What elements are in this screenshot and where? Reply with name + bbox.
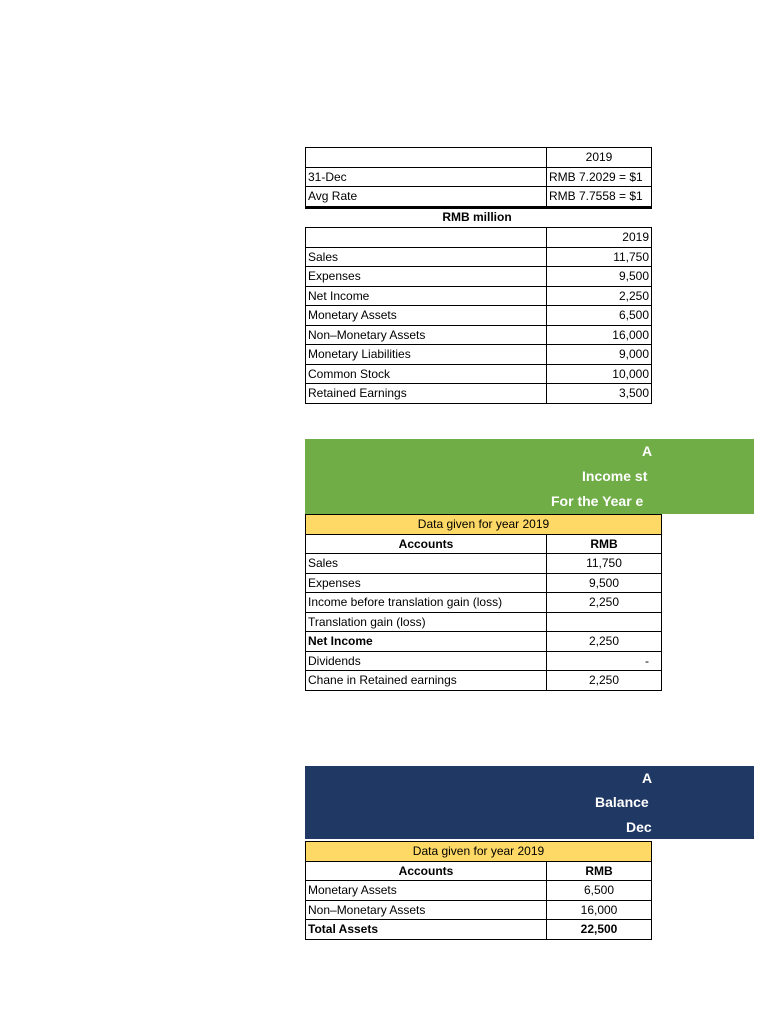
rmb-column-header: RMB: [547, 534, 662, 554]
accounts-column-header: Accounts: [306, 534, 547, 554]
account-label: Translation gain (loss): [306, 612, 547, 632]
account-label: Dividends: [306, 651, 547, 671]
table-row: [306, 325, 652, 345]
table-row: [306, 364, 652, 384]
account-label: Expenses: [306, 573, 547, 593]
table-row: [306, 632, 662, 652]
account-value: 9,500: [547, 573, 662, 593]
account-label: Monetary Assets: [306, 881, 547, 901]
data-given-header: Data given for year 2019: [306, 842, 652, 862]
table-row: [306, 671, 662, 691]
banner-line: For the Year e: [551, 493, 644, 509]
banner-line: Balance: [595, 794, 649, 810]
table-row: [306, 861, 652, 881]
account-label: Monetary Assets: [306, 306, 547, 326]
account-value: 16,000: [547, 900, 652, 920]
account-value: 22,500: [547, 920, 652, 940]
account-value: 10,000: [547, 364, 652, 384]
account-value: 2,250: [547, 632, 662, 652]
account-label: Retained Earnings: [306, 384, 547, 404]
income-statement-table: [305, 514, 662, 691]
table-row: [306, 148, 652, 168]
table-row: [306, 286, 652, 306]
account-value: 6,500: [547, 881, 652, 901]
table-row: [306, 900, 652, 920]
account-value: 2,250: [547, 671, 662, 691]
rate-label: Avg Rate: [306, 187, 547, 208]
account-label: Expenses: [306, 267, 547, 287]
account-label: Non–Monetary Assets: [306, 900, 547, 920]
table-row: [306, 651, 662, 671]
rate-value: RMB 7.7558 = $1: [547, 187, 652, 208]
account-label: Net Income: [306, 632, 547, 652]
account-value: 9,500: [547, 267, 652, 287]
accounts-column-header: Accounts: [306, 861, 547, 881]
account-value: 9,000: [547, 345, 652, 365]
account-value: 3,500: [547, 384, 652, 404]
table-row: [306, 842, 652, 862]
table-row: [306, 345, 652, 365]
income-statement-banner: [305, 439, 754, 514]
account-label: Monetary Liabilities: [306, 345, 547, 365]
account-value: 11,750: [547, 247, 652, 267]
rate-value: RMB 7.2029 = $1: [547, 167, 652, 187]
account-value: 6,500: [547, 306, 652, 326]
account-value: -: [547, 651, 662, 671]
table-row: [306, 384, 652, 404]
account-value: 2,250: [547, 286, 652, 306]
banner-line: A: [642, 443, 653, 459]
table-row: [306, 573, 662, 593]
account-value: 11,750: [547, 554, 662, 574]
balance-sheet-banner: [305, 766, 754, 839]
table-row: [306, 187, 652, 208]
account-label: Sales: [306, 554, 547, 574]
account-value: 16,000: [547, 325, 652, 345]
rate-label: 31-Dec: [306, 167, 547, 187]
account-value: 2,250: [547, 593, 662, 613]
data-given-header: Data given for year 2019: [306, 515, 662, 535]
table-row: [306, 247, 652, 267]
table-row: [306, 612, 662, 632]
account-label: Common Stock: [306, 364, 547, 384]
account-label: Non–Monetary Assets: [306, 325, 547, 345]
account-label: Chane in Retained earnings: [306, 671, 547, 691]
banner-line: Income st: [582, 468, 648, 484]
account-value: [547, 612, 662, 632]
banner-line: Dec: [626, 819, 652, 835]
table-row: [306, 554, 662, 574]
table-row: [306, 228, 652, 248]
account-label: Sales: [306, 247, 547, 267]
exchange-rate-table: [305, 147, 652, 209]
banner-line: A: [642, 770, 653, 786]
table-row: [306, 515, 662, 535]
table-cell: [306, 228, 547, 248]
table-row: [306, 920, 652, 940]
account-label: Net Income: [306, 286, 547, 306]
table-row: [306, 167, 652, 187]
financial-data-table: [305, 227, 652, 404]
account-label: Total Assets: [306, 920, 547, 940]
table-row: [306, 534, 662, 554]
balance-sheet-table: [305, 841, 652, 940]
year-header: 2019: [547, 148, 652, 168]
table-cell: [306, 148, 547, 168]
table-row: [306, 267, 652, 287]
rmb-million-caption: RMB million: [442, 210, 512, 224]
account-label: Income before translation gain (loss): [306, 593, 547, 613]
table-row: [306, 881, 652, 901]
rmb-column-header: RMB: [547, 861, 652, 881]
year-header: 2019: [547, 228, 652, 248]
table-row: [306, 593, 662, 613]
table-row: [306, 306, 652, 326]
